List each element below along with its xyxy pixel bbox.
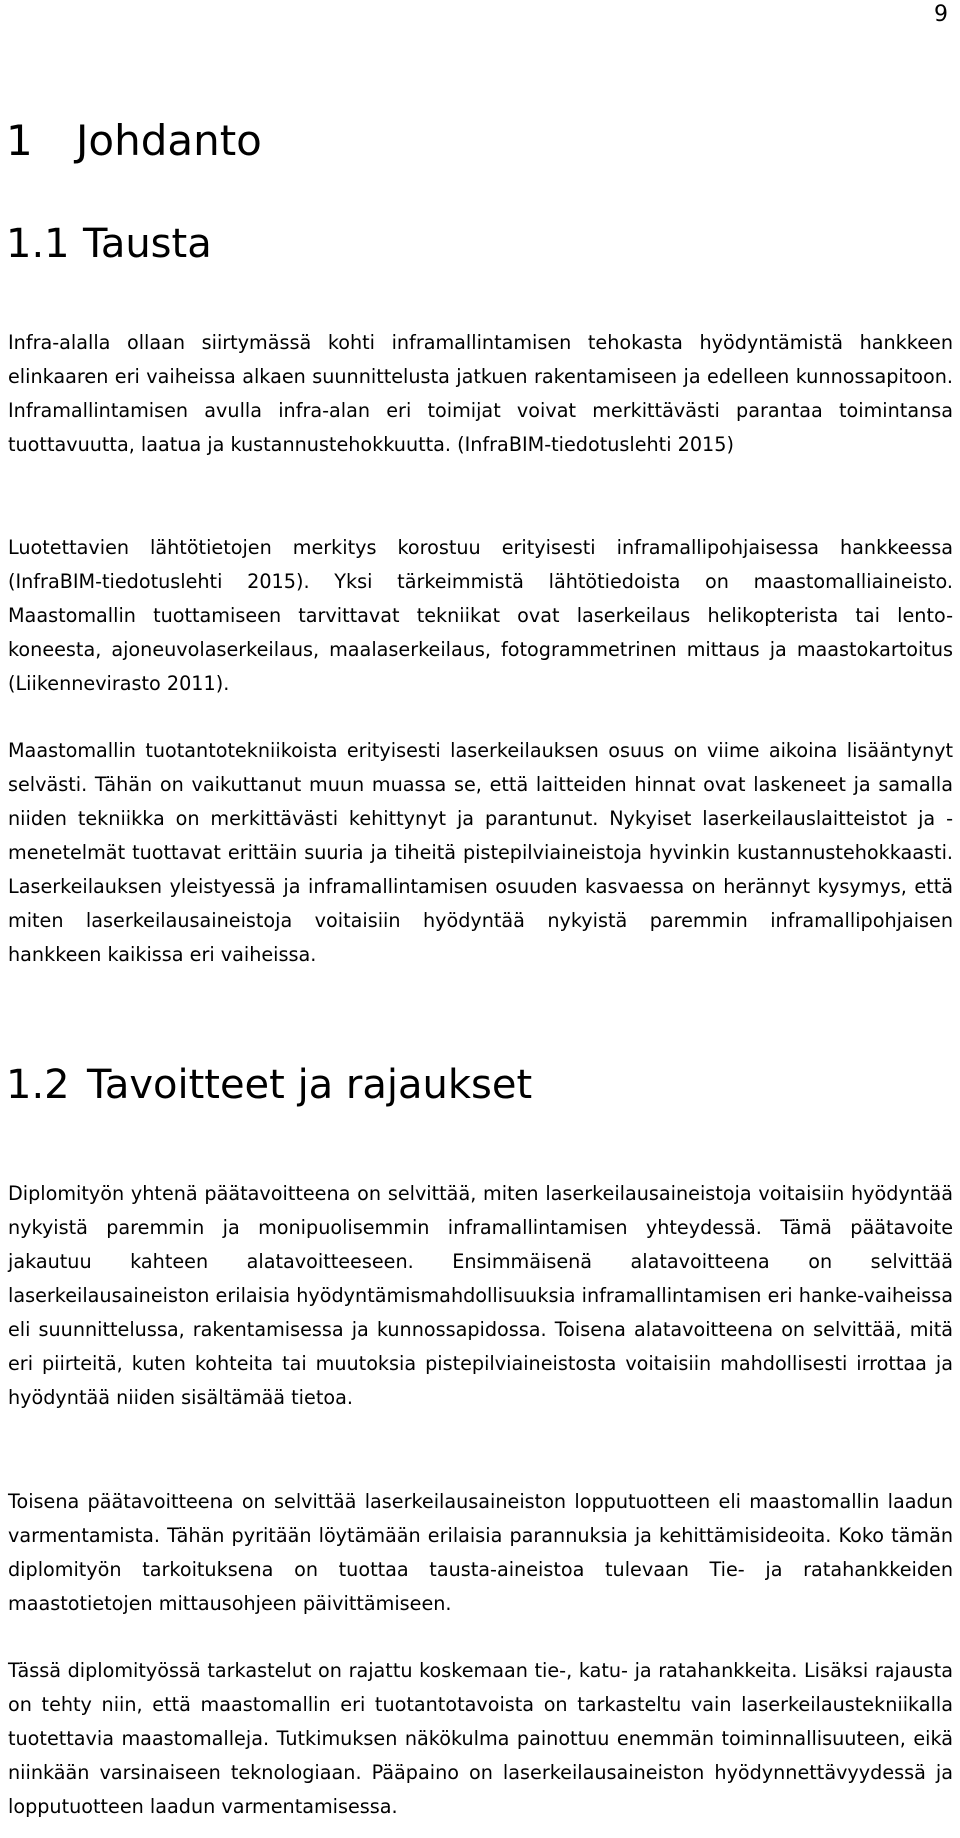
paragraph: Infra-alalla ollaan siirtymässä kohti inframallintamisen tehokasta hyödyntämistä hankkeen elinkaaren eri vaiheissa alkaen suunnittelusta jatkuen rakentamiseen ja edelleen kunnossapitoon. Inframallintamisen avulla infra-alan eri toimijat voivat merkittävästi parantaa toimintansa tuottavuutta, laatua ja kustannustehokkuutta. (InfraBIM-tiedotuslehti 2015)	[8, 331, 953, 456]
section-title: Tausta	[83, 221, 212, 267]
section-number: 1.2	[6, 1062, 70, 1108]
section-heading-tavoitteet	[6, 1063, 532, 1107]
chapter-number: 1	[6, 116, 33, 165]
section-number: 1.1	[6, 221, 70, 267]
paragraph: Maastomallin tuotantotekniikoista erityisesti laserkeilauksen osuus on viime aikoina lisääntynyt selvästi. Tähän on vaikuttanut muun muassa se, että laitteiden hinnat ovat laskeneet ja samalla niiden tekniikka on merkittävästi kehittynyt ja parantunut. Nykyiset laserkeilauslaitteistot ja -menetelmät tuottavat erittäin suuria ja tiheitä pistepilviaineistoja hyvinkin kustannustehokkaasti. Laserkeilauksen yleistyessä ja inframallintamisen osuuden kasvaessa on herännyt kysymys, että miten laserkeilausaineistoja voitaisiin hyödyntää nykyistä paremmin inframallipohjaisen hankkeen kaikissa eri vaiheissa.	[8, 739, 953, 966]
paragraph: Tässä diplomityössä tarkastelut on rajattu koskemaan tie-, katu- ja ratahankkeita. Lisäksi rajausta on tehty niin, että maastomallin eri tuotantotavoista on tarkasteltu vain laserkeilaustekniikalla tuotettavia maastomalleja. Tutkimuksen näkökulma painottuu enemmän toiminnallisuuteen, eikä niinkään varsinaiseen teknologiaan. Pääpaino on laserkeilausaineiston hyödynnettävyydessä ja lopputuotteen laadun varmentamisessa.	[8, 1659, 953, 1818]
paragraph: Diplomityön yhtenä päätavoitteena on selvittää, miten laserkeilausaineistoja voitaisiin hyödyntää nykyistä paremmin ja monipuolisemmin inframallintamisen yhteydessä. Tämä päätavoite jakautuu kahteen alatavoitteeseen. Ensimmäisenä alatavoitteena on selvittää laserkeilausaineiston erilaisia hyödyntämismahdollisuuksia inframallintamisen eri hanke-vaiheissa eli suunnittelussa, rakentamisessa ja kunnossapidossa. Toisena alatavoitteena on selvittää, mitä eri piirteitä, kuten kohteita tai muutoksia pistepilviaineistosta voitaisiin mahdollisesti irrottaa ja hyödyntää niiden sisältämää tietoa.	[8, 1182, 953, 1409]
chapter-title: Johdanto	[76, 116, 262, 165]
paragraph: Luotettavien lähtötietojen merkitys korostuu erityisesti inframallipohjaisessa hankkeessa (InfraBIM-tiedotuslehti 2015). Yksi tärkeimmistä lähtötiedoista on maastomalliaineisto. Maastomallin tuottamiseen tarvittavat tekniikat ovat laserkeilaus helikopterista tai lento-koneesta, ajoneuvolaserkeilaus, maalaserkeilaus, fotogrammetrinen mittaus ja maastokartoitus (Liikennevirasto 2011).	[8, 536, 953, 695]
section-title: Tavoitteet ja rajaukset	[87, 1062, 533, 1108]
chapter-heading	[6, 118, 262, 164]
paragraph: Toisena päätavoitteena on selvittää laserkeilausaineiston lopputuotteen eli maastomallin laadun varmentamista. Tähän pyritään löytämään erilaisia parannuksia ja kehittämisideoita. Koko tämän diplomityön tarkoituksena on tuottaa tausta-aineistoa tulevaan Tie- ja ratahankkeiden maastotietojen mittausohjeen päivittämiseen.	[8, 1490, 953, 1615]
section-heading-tausta	[6, 222, 212, 266]
page-number: 9	[934, 2, 948, 27]
